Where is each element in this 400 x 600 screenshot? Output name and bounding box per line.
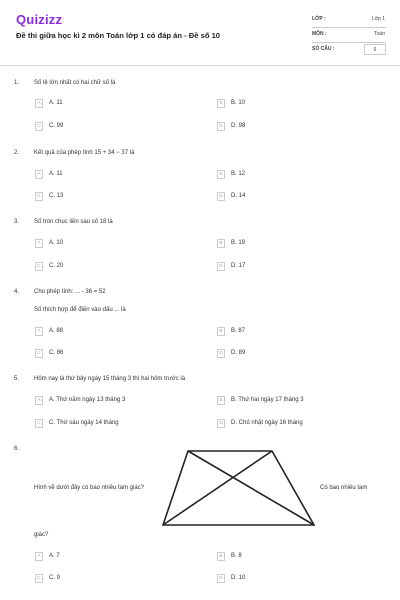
option-letter-box: D xyxy=(217,122,225,131)
option-letter-box: A xyxy=(35,170,43,179)
trapezoid-diagonal-1 xyxy=(188,451,314,525)
question-text: Số lẻ lớn nhất có hai chữ số là xyxy=(34,80,116,86)
option-text: B. 8 xyxy=(231,553,242,559)
option-letter-box: A xyxy=(35,327,43,336)
option-text: C. 13 xyxy=(49,193,64,199)
question-number: 5. xyxy=(14,376,20,382)
option-text: C. 9 xyxy=(49,575,61,581)
option-letter-box: B xyxy=(217,239,225,248)
option-letter-box: B xyxy=(217,552,225,561)
meta-grade-row xyxy=(312,13,386,28)
trapezoid-diagonal-2 xyxy=(163,451,272,525)
question-text: Cho phép tính: ... - 36 = 52 xyxy=(34,289,106,295)
option-text: A. 10 xyxy=(49,240,64,246)
meta-subject-label: MÔN : xyxy=(312,31,327,37)
option-text: C. 20 xyxy=(49,263,64,269)
option-letter-box: C xyxy=(35,574,43,583)
option-letter-box: D xyxy=(217,262,225,271)
option-text: D. 98 xyxy=(231,123,246,129)
option-letter-box: A xyxy=(35,239,43,248)
option-text: D. 17 xyxy=(231,263,246,269)
option-text: A. 11 xyxy=(49,100,63,106)
option-letter-box: B xyxy=(217,396,225,405)
meta-subject-value: Toán xyxy=(374,31,385,37)
question-number: 2. xyxy=(14,150,20,156)
quizizz-logo: Quizizz xyxy=(16,12,63,27)
option-letter-box: C xyxy=(35,349,43,358)
meta-grade-value: Lớp 1 xyxy=(371,16,385,22)
meta-grade-label: LỚP : xyxy=(312,16,326,22)
worksheet-title: Đề thi giữa học kì 2 môn Toán lớp 1 có đáp án - Đề số 10 xyxy=(16,31,221,40)
option-letter-box: A xyxy=(35,99,43,108)
question-number: 6. xyxy=(14,446,20,452)
meta-count-value: 6 xyxy=(373,47,377,53)
option-text: A. 11 xyxy=(49,171,63,177)
option-letter-box: C xyxy=(35,419,43,428)
worksheet-header xyxy=(0,0,400,66)
option-letter-box: A xyxy=(35,552,43,561)
option-text: A. Thứ năm ngày 13 tháng 3 xyxy=(49,397,126,403)
option-letter-box: C xyxy=(35,262,43,271)
trapezoid-outline xyxy=(163,451,314,525)
option-text: B. 19 xyxy=(231,240,246,246)
option-text: D. 10 xyxy=(231,575,246,581)
option-text: B. 87 xyxy=(231,328,246,334)
meta-count-box xyxy=(364,44,386,55)
option-text: A. 88 xyxy=(49,328,64,334)
question-number: 3. xyxy=(14,219,20,225)
option-text: D. 89 xyxy=(231,350,246,356)
option-text: D. 14 xyxy=(231,193,246,199)
question-6-text-cont: giác? xyxy=(34,532,49,538)
option-letter-box: A xyxy=(35,396,43,405)
option-letter-box: D xyxy=(217,192,225,201)
option-text: B. 12 xyxy=(231,171,246,177)
question-text-line-2: Số thích hợp để điền vào dấu ... là xyxy=(34,307,126,313)
question-text: Số tròn chục liền sau số 18 là xyxy=(34,219,113,225)
option-letter-box: D xyxy=(217,574,225,583)
meta-subject-row xyxy=(312,28,386,43)
option-text: C. Thứ sáu ngày 14 tháng xyxy=(49,420,119,426)
worksheet-meta xyxy=(312,13,386,58)
option-letter-box: B xyxy=(217,327,225,336)
option-text: A. 7 xyxy=(49,553,60,559)
option-text: B. 10 xyxy=(231,100,246,106)
option-text: B. Thứ hai ngày 17 tháng 3 xyxy=(231,397,304,403)
question-6-text: Hình vẽ dưới đây có bao nhiêu tam giác? xyxy=(34,485,145,491)
option-text: D. Chủ nhật ngày 16 tháng xyxy=(231,420,303,426)
option-letter-box: D xyxy=(217,349,225,358)
option-text: C. 99 xyxy=(49,123,64,129)
meta-count-label: SỐ CÂU : xyxy=(312,46,335,52)
question-6-text-right: Có bao nhiêu tam xyxy=(320,485,368,491)
trapezoid-figure xyxy=(162,450,315,526)
option-letter-box: C xyxy=(35,192,43,201)
option-letter-box: B xyxy=(217,99,225,108)
option-letter-box: C xyxy=(35,122,43,131)
question-text: Kết quả của phép tính 15 + 34 − 37 là xyxy=(34,150,135,156)
meta-count-row xyxy=(312,43,386,58)
option-letter-box: B xyxy=(217,170,225,179)
option-text: C. 86 xyxy=(49,350,64,356)
question-number: 4. xyxy=(14,289,20,295)
option-letter-box: D xyxy=(217,419,225,428)
question-number: 1. xyxy=(14,80,20,86)
question-text: Hôm nay là thứ bảy ngày 15 tháng 3 thì hai hôm trước là xyxy=(34,376,186,382)
